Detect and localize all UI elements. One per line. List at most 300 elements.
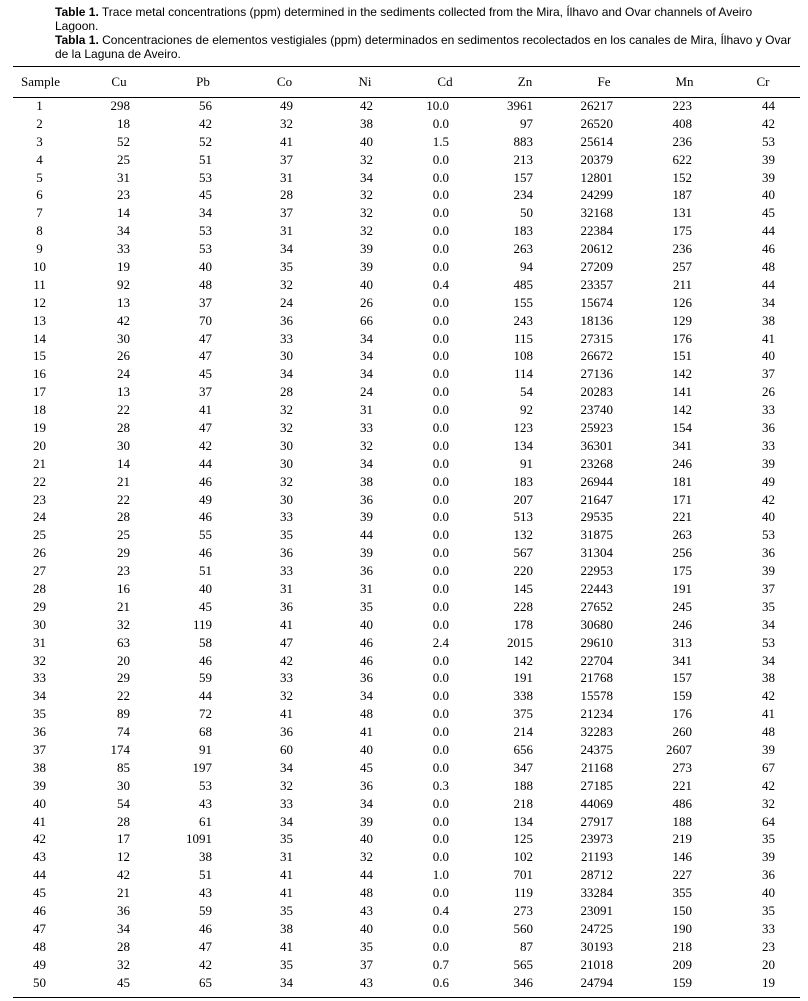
- table-row: [13, 491, 800, 509]
- cell-zn: 123: [513, 419, 533, 435]
- cell-pb: 52: [199, 133, 212, 149]
- cell-mn: 227: [672, 867, 692, 883]
- table-row: [13, 330, 800, 348]
- cell-cd: 0.4: [432, 276, 449, 292]
- cell-cr: 35: [762, 598, 775, 614]
- cell-co: 36: [280, 724, 293, 740]
- cell-cr: 40: [762, 348, 775, 364]
- cell-cr: 48: [762, 724, 775, 740]
- cell-cd: 0.0: [432, 580, 449, 596]
- cell-cr: 19: [762, 974, 775, 990]
- cell-ni: 39: [360, 813, 373, 829]
- cell-zn: 92: [520, 402, 533, 418]
- cell-fe: 18136: [580, 312, 613, 328]
- cell-cd: 0.0: [432, 885, 449, 901]
- cell-mn: 211: [672, 276, 692, 292]
- cell-fe: 29610: [580, 634, 613, 650]
- cell-cu: 13: [117, 384, 130, 400]
- cell-fe: 30193: [580, 938, 613, 954]
- cell-zn: 87: [520, 938, 533, 954]
- cell-pb: 59: [199, 670, 212, 686]
- cell-co: 33: [280, 795, 293, 811]
- cell-cr: 26: [762, 384, 775, 400]
- cell-cd: 1.0: [432, 867, 449, 883]
- cell-sample: 40: [33, 795, 46, 811]
- cell-zn: 155: [513, 294, 533, 310]
- cell-cu: 18: [117, 115, 130, 131]
- cell-fe: 24725: [580, 920, 613, 936]
- cell-fe: 15578: [580, 688, 613, 704]
- cell-ni: 48: [360, 885, 373, 901]
- cell-cd: 0.0: [432, 938, 449, 954]
- cell-mn: 341: [672, 437, 692, 453]
- table-row: [13, 705, 800, 723]
- cell-cr: 40: [762, 187, 775, 203]
- cell-cu: 32: [117, 616, 130, 632]
- cell-zn: 656: [513, 742, 533, 757]
- cell-ni: 34: [360, 366, 373, 382]
- cell-mn: 141: [672, 384, 692, 400]
- cell-cu: 298: [110, 97, 130, 113]
- cell-mn: 126: [672, 294, 692, 310]
- cell-cu: 13: [117, 294, 130, 310]
- cell-fe: 21768: [580, 670, 613, 686]
- cell-cr: 44: [762, 97, 775, 113]
- cell-cu: 22: [117, 402, 130, 418]
- cell-fe: 21193: [580, 849, 613, 865]
- cell-zn: 119: [513, 885, 533, 901]
- cell-co: 37: [280, 205, 293, 221]
- cell-zn: 243: [513, 312, 533, 328]
- cell-co: 33: [280, 563, 293, 579]
- cell-ni: 42: [360, 97, 373, 113]
- cell-ni: 32: [360, 187, 373, 203]
- cell-co: 30: [280, 455, 293, 471]
- cell-mn: 146: [672, 849, 692, 865]
- cell-zn: 220: [513, 563, 533, 579]
- cell-pb: 55: [199, 527, 212, 543]
- cell-zn: 91: [520, 455, 533, 471]
- cell-pb: 43: [199, 795, 212, 811]
- cell-cr: 44: [762, 276, 775, 292]
- cell-fe: 26672: [580, 348, 613, 364]
- cell-sample: 45: [33, 885, 46, 901]
- cell-zn: 54: [520, 384, 533, 400]
- cell-ni: 45: [360, 759, 373, 775]
- cell-ni: 31: [360, 580, 373, 596]
- cell-cu: 29: [117, 670, 130, 686]
- cell-pb: 53: [199, 777, 212, 793]
- cell-ni: 32: [360, 223, 373, 239]
- cell-cu: 34: [117, 920, 130, 936]
- cell-pb: 45: [199, 598, 212, 614]
- cell-pb: 47: [199, 348, 212, 364]
- cell-fe: 28712: [580, 867, 613, 883]
- table-row: [13, 204, 800, 222]
- cell-cu: 30: [117, 330, 130, 346]
- cell-cr: 37: [762, 580, 775, 596]
- cell-pb: 34: [199, 205, 212, 221]
- cell-mn: 151: [672, 348, 692, 364]
- cell-mn: 190: [672, 920, 692, 936]
- cell-cu: 25: [117, 527, 130, 543]
- cell-sample: 17: [33, 384, 46, 400]
- cell-cu: 16: [117, 580, 130, 596]
- cell-pb: 61: [199, 813, 212, 829]
- cell-co: 34: [280, 366, 293, 382]
- table-row: [13, 151, 800, 169]
- cell-sample: 25: [33, 527, 46, 543]
- cell-fe: 22443: [580, 580, 613, 596]
- cell-cu: 74: [117, 724, 130, 740]
- cell-fe: 23740: [580, 402, 613, 418]
- cell-ni: 34: [360, 455, 373, 471]
- cell-pb: 40: [199, 258, 212, 274]
- cell-ni: 40: [360, 920, 373, 936]
- table-row: [13, 884, 800, 902]
- cell-fe: 24794: [580, 974, 613, 990]
- table-row: [13, 902, 800, 920]
- cell-cu: 21: [117, 598, 130, 614]
- column-header-pb: Pb: [196, 73, 210, 89]
- cell-zn: 228: [513, 598, 533, 614]
- cell-co: 36: [280, 312, 293, 328]
- cell-mn: 131: [672, 205, 692, 221]
- caption-spanish-text: Concentraciones de elementos vestigiales (ppm) determinados en sedimentos recolectados en los canales de Mira, Ílhavo y Ovar de la Laguna de Aveiro.: [55, 33, 792, 61]
- cell-cr: 39: [762, 563, 775, 579]
- cell-ni: 66: [360, 312, 373, 328]
- cell-cu: 21: [117, 473, 130, 489]
- column-header-cd: Cd: [437, 73, 453, 89]
- cell-sample: 11: [33, 276, 46, 292]
- cell-fe: 21018: [580, 956, 613, 972]
- cell-ni: 41: [360, 724, 373, 740]
- cell-mn: 2607: [666, 742, 692, 757]
- cell-cu: 92: [117, 276, 130, 292]
- cell-sample: 36: [33, 724, 46, 740]
- cell-ni: 33: [360, 419, 373, 435]
- cell-zn: 183: [513, 473, 533, 489]
- table-row: [13, 866, 800, 884]
- cell-pb: 44: [199, 688, 212, 704]
- cell-pb: 53: [199, 241, 212, 257]
- cell-zn: 132: [513, 527, 533, 543]
- cell-co: 30: [280, 348, 293, 364]
- cell-cr: 38: [762, 670, 775, 686]
- cell-cd: 0.0: [432, 473, 449, 489]
- cell-ni: 32: [360, 151, 373, 167]
- cell-sample: 31: [33, 634, 46, 650]
- cell-zn: 273: [513, 903, 533, 919]
- cell-sample: 21: [33, 455, 46, 471]
- table-row: [13, 455, 800, 473]
- cell-fe: 21234: [580, 706, 613, 722]
- cell-cr: 49: [762, 473, 775, 489]
- table-header-row: [13, 66, 800, 97]
- cell-ni: 35: [360, 598, 373, 614]
- cell-mn: 622: [672, 151, 692, 167]
- cell-cd: 0.0: [432, 330, 449, 346]
- cell-mn: 191: [672, 580, 692, 596]
- cell-mn: 181: [672, 473, 692, 489]
- cell-pb: 65: [199, 974, 212, 990]
- cell-cd: 0.0: [432, 187, 449, 203]
- cell-mn: 486: [672, 795, 692, 811]
- cell-cr: 53: [762, 634, 775, 650]
- cell-fe: 20379: [580, 151, 613, 167]
- cell-co: 35: [280, 956, 293, 972]
- cell-sample: 1: [36, 97, 43, 113]
- cell-cr: 39: [762, 742, 775, 757]
- trace-metal-table: [13, 66, 800, 992]
- table-row: [13, 956, 800, 974]
- column-header-sample: Sample: [21, 73, 60, 89]
- cell-sample: 6: [36, 187, 43, 203]
- cell-sample: 2: [36, 115, 43, 131]
- cell-pb: 1091: [186, 831, 212, 847]
- cell-cd: 0.0: [432, 151, 449, 167]
- cell-zn: 214: [513, 724, 533, 740]
- cell-sample: 26: [33, 545, 46, 561]
- cell-mn: 171: [672, 491, 692, 507]
- cell-co: 32: [280, 777, 293, 793]
- table-row: [13, 294, 800, 312]
- cell-ni: 34: [360, 795, 373, 811]
- cell-ni: 36: [360, 670, 373, 686]
- cell-fe: 27315: [580, 330, 613, 346]
- cell-co: 34: [280, 974, 293, 990]
- cell-zn: 97: [520, 115, 533, 131]
- cell-cr: 39: [762, 455, 775, 471]
- cell-ni: 24: [360, 384, 373, 400]
- cell-zn: 115: [513, 330, 533, 346]
- cell-co: 34: [280, 241, 293, 257]
- cell-cr: 38: [762, 312, 775, 328]
- cell-cu: 33: [117, 241, 130, 257]
- cell-pb: 70: [199, 312, 212, 328]
- cell-sample: 20: [33, 437, 46, 453]
- table-row: [13, 133, 800, 151]
- cell-sample: 39: [33, 777, 46, 793]
- cell-zn: 114: [513, 366, 533, 382]
- cell-pb: 46: [199, 920, 212, 936]
- cell-cu: 36: [117, 903, 130, 919]
- table-row: [13, 652, 800, 670]
- cell-sample: 14: [33, 330, 46, 346]
- cell-cd: 0.0: [432, 419, 449, 435]
- column-header-zn: Zn: [517, 73, 533, 89]
- cell-cr: 40: [762, 885, 775, 901]
- cell-cd: 0.0: [432, 455, 449, 471]
- cell-co: 41: [280, 938, 293, 954]
- cell-cr: 33: [762, 437, 775, 453]
- cell-zn: 485: [513, 276, 533, 292]
- cell-cu: 28: [117, 813, 130, 829]
- cell-fe: 33284: [580, 885, 613, 901]
- cell-mn: 341: [672, 652, 692, 668]
- cell-sample: 37: [33, 742, 46, 757]
- cell-cd: 0.0: [432, 652, 449, 668]
- cell-cu: 31: [117, 169, 130, 185]
- cell-zn: 50: [520, 205, 533, 221]
- cell-cr: 36: [762, 867, 775, 883]
- cell-cd: 0.0: [432, 348, 449, 364]
- cell-ni: 37: [360, 956, 373, 972]
- cell-cd: 0.0: [432, 670, 449, 686]
- cell-cd: 0.3: [432, 777, 449, 793]
- cell-mn: 159: [672, 688, 692, 704]
- cell-cu: 34: [117, 223, 130, 239]
- cell-cu: 45: [117, 974, 130, 990]
- cell-sample: 43: [33, 849, 46, 865]
- cell-fe: 20283: [580, 384, 613, 400]
- cell-sample: 50: [33, 974, 46, 990]
- cell-co: 28: [280, 187, 293, 203]
- cell-fe: 23973: [580, 831, 613, 847]
- cell-co: 34: [280, 759, 293, 775]
- cell-co: 33: [280, 330, 293, 346]
- cell-pb: 42: [199, 437, 212, 453]
- cell-zn: 188: [513, 777, 533, 793]
- cell-cd: 0.0: [432, 688, 449, 704]
- cell-cu: 12: [117, 849, 130, 865]
- cell-fe: 27917: [580, 813, 613, 829]
- column-header-cr: Cr: [756, 73, 770, 89]
- cell-co: 31: [280, 580, 293, 596]
- cell-cd: 0.0: [432, 563, 449, 579]
- cell-co: 41: [280, 616, 293, 632]
- cell-ni: 40: [360, 742, 373, 757]
- cell-co: 31: [280, 223, 293, 239]
- cell-mn: 246: [672, 616, 692, 632]
- cell-pb: 51: [199, 151, 212, 167]
- cell-cd: 0.0: [432, 437, 449, 453]
- cell-fe: 27185: [580, 777, 613, 793]
- cell-co: 33: [280, 509, 293, 525]
- cell-cd: 0.0: [432, 205, 449, 221]
- cell-fe: 23357: [580, 276, 613, 292]
- cell-cu: 30: [117, 437, 130, 453]
- table-row: [13, 831, 800, 849]
- cell-cu: 29: [117, 545, 130, 561]
- caption-english-text: Trace metal concentrations (ppm) determined in the sediments collected from the Mira, Ílhavo and Ovar channels of Aveiro Lagoon.: [55, 5, 753, 33]
- cell-cd: 10.0: [426, 97, 449, 113]
- cell-sample: 32: [33, 652, 46, 668]
- cell-sample: 44: [33, 867, 46, 883]
- cell-cd: 0.0: [432, 598, 449, 614]
- cell-fe: 22384: [580, 223, 613, 239]
- cell-mn: 159: [672, 974, 692, 990]
- cell-zn: 125: [513, 831, 533, 847]
- table-row: [13, 759, 800, 777]
- table-row: [13, 401, 800, 419]
- cell-co: 28: [280, 384, 293, 400]
- cell-co: 41: [280, 867, 293, 883]
- table-row: [13, 741, 800, 759]
- cell-cd: 2.4: [432, 634, 449, 650]
- cell-fe: 25923: [580, 419, 613, 435]
- cell-pb: 42: [199, 115, 212, 131]
- cell-mn: 175: [672, 223, 692, 239]
- cell-cu: 85: [117, 759, 130, 775]
- cell-mn: 245: [672, 598, 692, 614]
- cell-fe: 24299: [580, 187, 613, 203]
- cell-sample: 19: [33, 419, 46, 435]
- table-row: [13, 616, 800, 634]
- cell-cd: 0.0: [432, 724, 449, 740]
- cell-mn: 223: [672, 97, 692, 113]
- cell-fe: 15674: [580, 294, 613, 310]
- cell-sample: 38: [33, 759, 46, 775]
- cell-ni: 34: [360, 330, 373, 346]
- cell-cr: 33: [762, 402, 775, 418]
- cell-cd: 0.0: [432, 527, 449, 543]
- cell-sample: 29: [33, 598, 46, 614]
- cell-fe: 26520: [580, 115, 613, 131]
- cell-ni: 39: [360, 545, 373, 561]
- cell-ni: 34: [360, 348, 373, 364]
- column-header-cu: Cu: [111, 73, 127, 89]
- table-row: [13, 562, 800, 580]
- cell-cu: 17: [117, 831, 130, 847]
- cell-cr: 34: [762, 294, 775, 310]
- cell-fe: 44069: [580, 795, 613, 811]
- cell-fe: 26217: [580, 97, 613, 113]
- cell-cr: 23: [762, 938, 775, 954]
- cell-co: 31: [280, 169, 293, 185]
- table-row: [13, 240, 800, 258]
- cell-zn: 142: [513, 652, 533, 668]
- cell-zn: 157: [513, 169, 533, 185]
- cell-co: 36: [280, 598, 293, 614]
- cell-fe: 12801: [580, 169, 613, 185]
- cell-zn: 234: [513, 187, 533, 203]
- cell-cd: 0.0: [432, 312, 449, 328]
- cell-co: 32: [280, 115, 293, 131]
- cell-sample: 10: [33, 258, 46, 274]
- cell-mn: 408: [672, 115, 692, 131]
- cell-ni: 46: [360, 634, 373, 650]
- cell-cu: 24: [117, 366, 130, 382]
- table-row: [13, 312, 800, 330]
- cell-cu: 14: [117, 455, 130, 471]
- cell-co: 42: [280, 652, 293, 668]
- cell-ni: 35: [360, 938, 373, 954]
- cell-ni: 40: [360, 276, 373, 292]
- table-row: [13, 544, 800, 562]
- cell-ni: 34: [360, 688, 373, 704]
- cell-cr: 36: [762, 419, 775, 435]
- cell-co: 35: [280, 258, 293, 274]
- cell-mn: 176: [672, 330, 692, 346]
- cell-cu: 42: [117, 312, 130, 328]
- cell-sample: 41: [33, 813, 46, 829]
- cell-fe: 26944: [580, 473, 613, 489]
- table-body: [13, 97, 800, 992]
- cell-fe: 32283: [580, 724, 613, 740]
- cell-cu: 25: [117, 151, 130, 167]
- cell-co: 31: [280, 849, 293, 865]
- cell-pb: 91: [199, 742, 212, 757]
- cell-cr: 33: [762, 920, 775, 936]
- table-row: [13, 687, 800, 705]
- cell-cu: 28: [117, 419, 130, 435]
- cell-co: 34: [280, 813, 293, 829]
- table-row: [13, 169, 800, 187]
- cell-ni: 43: [360, 903, 373, 919]
- table-row: [13, 795, 800, 813]
- cell-mn: 209: [672, 956, 692, 972]
